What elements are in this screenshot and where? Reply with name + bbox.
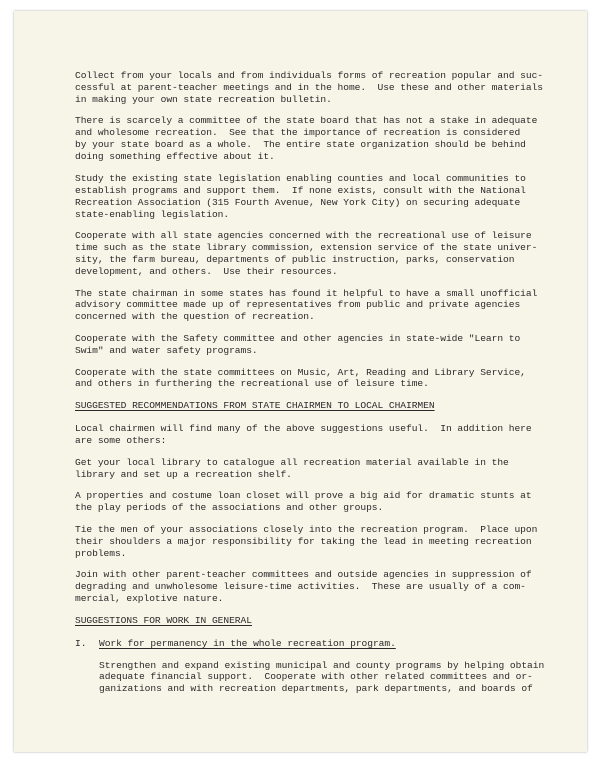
section-heading-local <box>75 400 537 412</box>
text-line: in making your own state recreation bulletin. <box>75 93 332 105</box>
text-line: Join with other parent-teacher committees and outside agencies in suppression of <box>75 569 532 581</box>
text-line: and wholesome recreation. See that the importance of recreation is considered <box>75 127 521 139</box>
text-line: A properties and costume loan closet will prove a big aid for dramatic stunts at <box>75 490 532 502</box>
paragraph-state-board <box>75 115 537 163</box>
text-line: establish programs and support them. If none exists, consult with the National <box>75 184 526 196</box>
paragraph-state-committees <box>75 367 537 391</box>
text-line: the play periods of the associations and other groups. <box>75 502 384 514</box>
text-line: are some others: <box>75 434 167 446</box>
text-line: ganizations and with recreation departments, park departments, and boards of <box>99 683 533 695</box>
text-line: adequate financial support. Cooperate with other related committees and or- <box>99 671 533 683</box>
paragraph-strengthen <box>99 659 545 696</box>
paragraph-men <box>75 524 537 560</box>
section-heading-general <box>75 615 537 627</box>
text-line: Study the existing state legislation enabling counties and local communities to <box>75 172 526 184</box>
paragraph-costume-closet <box>75 490 537 514</box>
text-line: Cooperate with the state committees on Music, Art, Reading and Library Service, <box>75 366 526 378</box>
text-line: time such as the state library commission, extension service of the state univer- <box>75 242 538 254</box>
text-line: state-enabling legislation. <box>75 208 230 220</box>
item-number: I. <box>75 637 87 649</box>
text-line: concerned with the question of recreation. <box>75 311 315 323</box>
text-line: Tie the men of your associations closely into the recreation program. Place upon <box>75 523 538 535</box>
document-page <box>14 11 587 752</box>
paragraph-local-intro <box>75 423 537 447</box>
text-line: Get your local library to catalogue all recreation material available in the <box>75 456 509 468</box>
text-line: sity, the farm bureau, departments of public instruction, parks, conservation <box>75 253 515 265</box>
paragraph-legislation <box>75 173 537 221</box>
text-line: mercial, explotive nature. <box>75 593 224 605</box>
text-line: problems. <box>75 547 127 559</box>
paragraph-library <box>75 457 537 481</box>
paragraph-advisory-committee <box>75 288 537 324</box>
text-line: their shoulders a major responsibility for taking the lead in meeting recreation <box>75 535 532 547</box>
text-line: Cooperate with the Safety committee and other agencies in state-wide "Learn to <box>75 333 521 345</box>
text-line: Cooperate with all state agencies concerned with the recreational use of leisure <box>75 230 532 242</box>
text-line: Collect from your locals and from individuals forms of recreation popular and suc- <box>75 70 543 81</box>
text-line: and others in furthering the recreational use of leisure time. <box>75 378 429 390</box>
text-line: advisory committee made up of representatives from public and private agencies <box>75 299 521 311</box>
numbered-item <box>75 638 537 650</box>
text-line: library and set up a recreation shelf. <box>75 468 292 480</box>
paragraph-suppression <box>75 569 537 605</box>
heading-text: SUGGESTIONS FOR WORK IN GENERAL <box>75 614 252 626</box>
text-line: development, and others. Use their resources. <box>75 265 338 277</box>
text-line: Strengthen and expand existing municipal and county programs by helping obtain <box>99 659 545 671</box>
text-line: The state chairman in some states has found it helpful to have a small unofficial <box>75 287 538 299</box>
text-line: doing something effective about it. <box>75 151 275 163</box>
paragraph-state-agencies <box>75 230 537 278</box>
text-line: There is scarcely a committee of the state board that has not a stake in adequate <box>75 115 538 127</box>
text-line: degrading and unwholesome leisure-time activities. These are usually of a com- <box>75 581 526 593</box>
text-line: cessful at parent-teacher meetings and in the home. Use these and other materials <box>75 81 543 93</box>
text-line: Local chairmen will find many of the above suggestions useful. In addition here <box>75 423 532 435</box>
item-title: Work for permanency in the whole recreation program. <box>99 637 396 649</box>
text-line: by your state board as a whole. The entire state organization should be behind <box>75 139 526 151</box>
paragraph-safety <box>75 333 537 357</box>
text-line: Recreation Association (315 Fourth Avenue, New York City) on securing adequate <box>75 196 521 208</box>
heading-text: SUGGESTED RECOMMENDATIONS FROM STATE CHAIRMEN TO LOCAL CHAIRMEN <box>75 400 435 412</box>
paragraph-collect <box>75 70 543 106</box>
text-line: Swim" and water safety programs. <box>75 344 258 356</box>
document-body <box>75 70 545 705</box>
